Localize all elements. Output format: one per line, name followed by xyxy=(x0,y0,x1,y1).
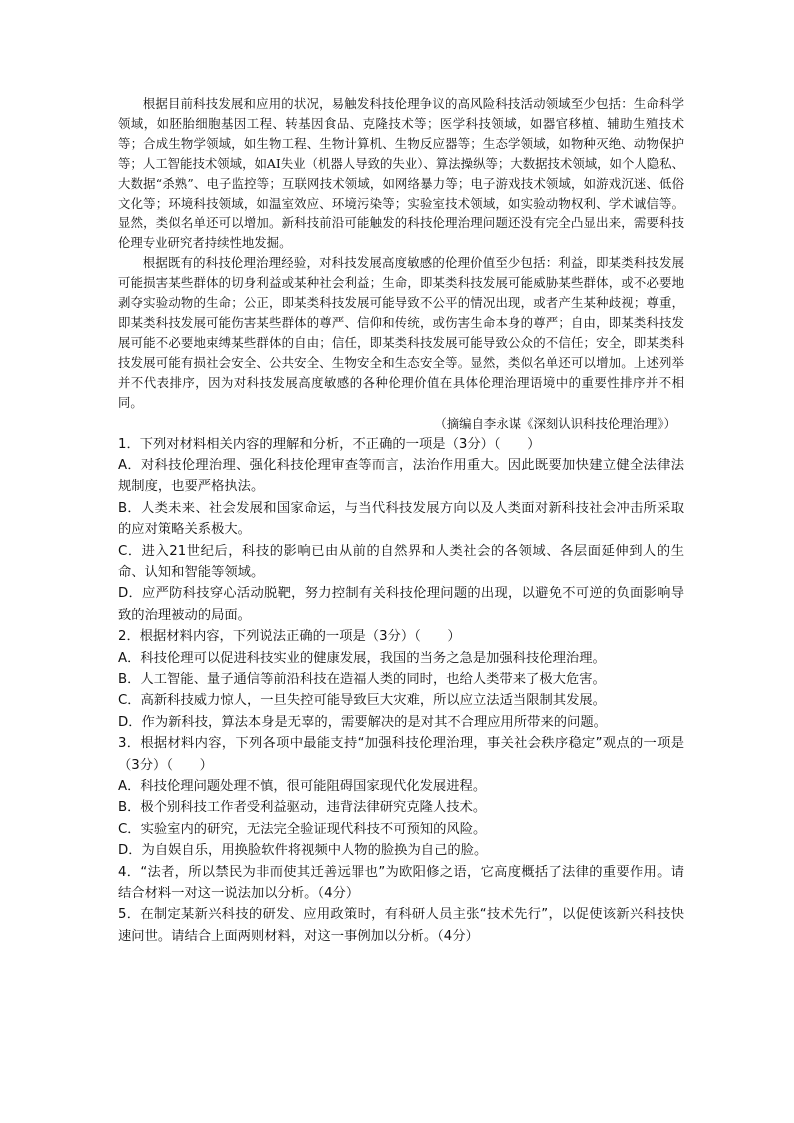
question-5: 5．在制定某新兴科技的研发、应用政策时，有科研人员主张“技术先行”，以促使该新兴科技快速问世。请结合上面两则材料，对这一事例加以分析。（4分） xyxy=(118,907,684,944)
question-1-option-c: C．进入21世纪后，科技的影响已由从前的自然界和人类社会的各领域、各层面延伸到人的生命、认知和智能等领域。 xyxy=(118,543,684,580)
question-2-option-d: D．作为新科技，算法本身是无辜的，需要解决的是对其不合理应用所带来的问题。 xyxy=(118,714,607,730)
question-1-option-a: A．对科技伦理治理、强化科技伦理审查等而言，法治作用重大。因此既要加快建立健全法律法规制度，也要严格执法。 xyxy=(118,457,684,495)
material-paragraph-2: 根据既有的科技伦理治理经验，对科技发展高度敏感的伦理价值至少包括：利益，即某类科技发展可能损害某些群体的切身利益或某种社会利益；生命，即某类科技发展可能威胁某些群体，或不必要地剥夺实验动物的生命；公正，即某类科技发展可能导致不公平的情况出现，或者产生某种歧视；尊重，即某类科技发展可能伤害某些群体的尊严、信仰和传统，或伤害生命本身的尊严；自由，即某类科技发展可能不必要地束缚某些群体的自由；信任，即某类科技发展可能导致公众的不信任；安全，即某类科技发展可能有损社会安全、公共安全、生物安全和生态安全等。显然，类似名单还可以增加。上述列举并不代表排序，因为对科技发展高度敏感的各种伦理价值在具体伦理治理语境中的重要性排序并不相同。 xyxy=(118,255,684,410)
question-4: 4．“法者，所以禁民为非而使其迁善远罪也”为欧阳修之语，它高度概括了法律的重要作用。请结合材料一对这一说法加以分析。（4分） xyxy=(118,864,684,902)
question-3-option-c: C．实验室内的研究，无法完全验证现代科技不可预知的风险。 xyxy=(118,821,487,837)
question-3-stem: 3．根据材料内容，下列各项中最能支持“加强科技伦理治理，事关社会秩序稳定”观点的一项是（3分）（ ） xyxy=(118,736,684,773)
question-3-option-d: D．为自娱自乐，用换脸软件将视频中人物的脸换为自己的脸。 xyxy=(118,843,488,859)
question-3-option-a: A．科技伦理问题处理不慎，很可能阻碍国家现代化发展进程。 xyxy=(118,779,487,794)
question-2-option-c: C．高新科技威力惊人，一旦失控可能导致巨大灾难，所以应立法适当限制其发展。 xyxy=(118,693,606,709)
question-1-option-b: B．人类未来、社会发展和国家命运，与当代科技发展方向以及人类面对新科技社会冲击所采取的应对策略关系极大。 xyxy=(118,500,684,538)
question-3-option-b: B．极个别科技工作者受利益驱动，违背法律研究克隆人技术。 xyxy=(118,800,487,816)
question-2-option-a: A．科技伦理可以促进科技实业的健康发展，我国的当务之急是加强科技伦理治理。 xyxy=(118,650,606,666)
question-1-option-d: D．应严防科技穿心活动脱靶，努力控制有关科技伦理问题的出现，以避免不可逆的负面影响导致的治理被动的局面。 xyxy=(118,586,684,623)
question-1-stem: 1．下列对材料相关内容的理解和分析，不正确的一项是（3分）（ ） xyxy=(118,436,541,452)
source-citation: （摘编自李永谋《深刻认识科技伦理治理》） xyxy=(434,415,676,431)
document-page xyxy=(118,94,684,947)
question-2-stem: 2．根据材料内容，下列说法正确的一项是（3分）（ ） xyxy=(118,629,461,645)
material-paragraph-1: 根据目前科技发展和应用的状况，易触发科技伦理争议的高风险科技活动领域至少包括：生命科学领域，如胚胎细胞基因工程、转基因食品、克隆技术等；医学科技领域，如器官移植、辅助生殖技术等；合成生物学领域，如生物工程、生物计算机、生物反应器等；生态学领域，如物种灭绝、动物保护等；人工智能技术领域，如AI失业（机器人导致的失业）、算法操纵等；大数据技术领域，如个人隐私、大数据“杀熟”、电子监控等；互联网技术领域，如网络暴力等；电子游戏技术领域，如游戏沉迷、低俗文化等；环境科技领域，如温室效应、环境污染等；实验室技术领域，如实验动物权利、学术诚信等。显然，类似名单还可以增加。新科技前沿可能触发的科技伦理治理问题还没有完全凸显出来，需要科技伦理专业研究者持续性地发掘。 xyxy=(118,96,684,251)
question-2-option-b: B．人工智能、量子通信等前沿科技在造福人类的同时，也给人类带来了极大危害。 xyxy=(118,671,606,687)
